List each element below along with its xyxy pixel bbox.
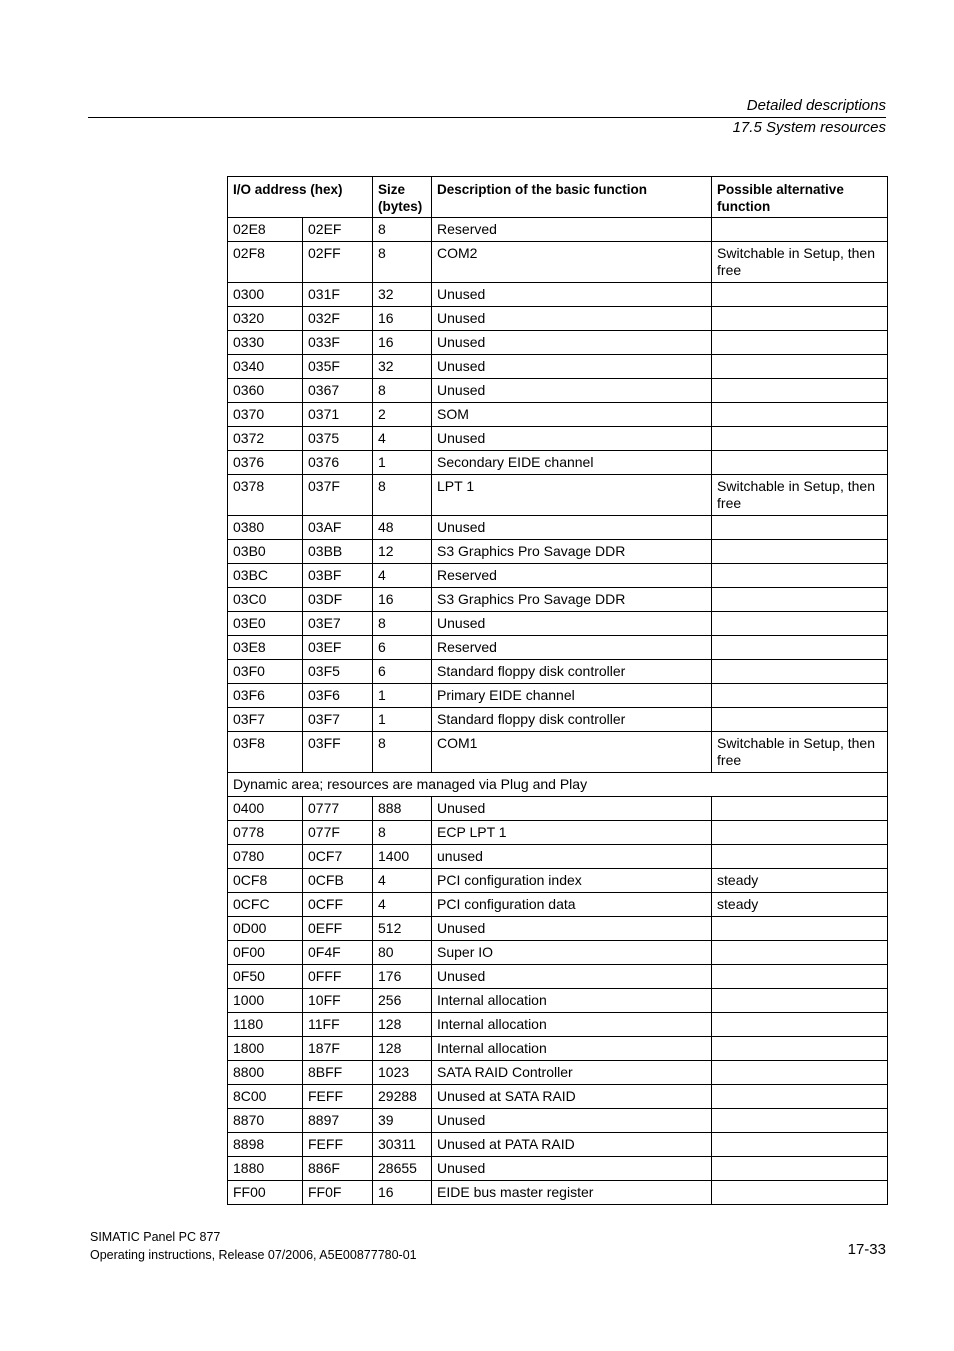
table-row — [228, 1085, 888, 1109]
cell-address-to: 0F4F — [303, 941, 373, 965]
cell-alternative — [712, 1013, 888, 1037]
cell-address-from: 0340 — [228, 355, 303, 379]
cell-description: COM2 — [432, 242, 712, 283]
cell-description: Super IO — [432, 941, 712, 965]
cell-alternative — [712, 1085, 888, 1109]
table-row — [228, 660, 888, 684]
cell-address-from: 8898 — [228, 1133, 303, 1157]
cell-alternative — [712, 588, 888, 612]
cell-address-from: 02F8 — [228, 242, 303, 283]
cell-address-to: 0371 — [303, 403, 373, 427]
cell-alternative — [712, 564, 888, 588]
cell-size: 256 — [373, 989, 432, 1013]
cell-size: 128 — [373, 1013, 432, 1037]
cell-address-to: 0376 — [303, 451, 373, 475]
table-row — [228, 917, 888, 941]
cell-alternative — [712, 797, 888, 821]
header-alternative: Possible alternative function — [712, 177, 888, 218]
cell-size: 48 — [373, 516, 432, 540]
cell-address-to: 037F — [303, 475, 373, 516]
table-row — [228, 1037, 888, 1061]
cell-description: Reserved — [432, 218, 712, 242]
cell-address-to: FF0F — [303, 1181, 373, 1205]
table-row — [228, 612, 888, 636]
table-row — [228, 588, 888, 612]
cell-alternative — [712, 283, 888, 307]
cell-alternative — [712, 1061, 888, 1085]
cell-alternative: steady — [712, 893, 888, 917]
table-row — [228, 451, 888, 475]
table-row — [228, 797, 888, 821]
cell-alternative — [712, 403, 888, 427]
cell-alternative — [712, 845, 888, 869]
table-row — [228, 989, 888, 1013]
cell-size: 176 — [373, 965, 432, 989]
cell-description: Unused — [432, 379, 712, 403]
cell-address-from: 03E8 — [228, 636, 303, 660]
cell-size: 1 — [373, 708, 432, 732]
cell-size: 6 — [373, 636, 432, 660]
table-row — [228, 379, 888, 403]
header-description: Description of the basic function — [432, 177, 712, 218]
cell-address-from: 03B0 — [228, 540, 303, 564]
cell-description: Unused — [432, 1109, 712, 1133]
cell-address-to: 187F — [303, 1037, 373, 1061]
cell-alternative — [712, 516, 888, 540]
cell-size: 8 — [373, 821, 432, 845]
cell-address-from: 0F50 — [228, 965, 303, 989]
cell-address-from: 03C0 — [228, 588, 303, 612]
cell-size: 1023 — [373, 1061, 432, 1085]
cell-size: 16 — [373, 1181, 432, 1205]
cell-description: Standard floppy disk controller — [432, 708, 712, 732]
cell-address-from: 0360 — [228, 379, 303, 403]
cell-address-from: 1800 — [228, 1037, 303, 1061]
cell-alternative: Switchable in Setup, then free — [712, 732, 888, 773]
table-row — [228, 1061, 888, 1085]
cell-description: Unused at SATA RAID — [432, 1085, 712, 1109]
cell-size: 8 — [373, 732, 432, 773]
cell-size: 8 — [373, 475, 432, 516]
cell-description: Reserved — [432, 636, 712, 660]
cell-address-to: 03DF — [303, 588, 373, 612]
cell-size: 8 — [373, 218, 432, 242]
cell-address-to: 10FF — [303, 989, 373, 1013]
cell-address-to: 03F7 — [303, 708, 373, 732]
cell-size: 32 — [373, 355, 432, 379]
header-size: Size (bytes) — [373, 177, 432, 218]
footer-product: SIMATIC Panel PC 877 — [90, 1230, 221, 1244]
cell-address-from: 0400 — [228, 797, 303, 821]
cell-address-from: 8800 — [228, 1061, 303, 1085]
dynamic-area-row — [228, 773, 888, 797]
cell-address-from: 03F7 — [228, 708, 303, 732]
cell-address-to: 0367 — [303, 379, 373, 403]
cell-alternative — [712, 218, 888, 242]
cell-address-from: 0F00 — [228, 941, 303, 965]
cell-address-from: 0370 — [228, 403, 303, 427]
table-row — [228, 1181, 888, 1205]
cell-description: Primary EIDE channel — [432, 684, 712, 708]
cell-description: S3 Graphics Pro Savage DDR — [432, 540, 712, 564]
cell-description: Unused — [432, 427, 712, 451]
table-row — [228, 845, 888, 869]
cell-size: 29288 — [373, 1085, 432, 1109]
cell-address-to: 11FF — [303, 1013, 373, 1037]
cell-description: Unused at PATA RAID — [432, 1133, 712, 1157]
cell-address-from: 1000 — [228, 989, 303, 1013]
cell-description: Reserved — [432, 564, 712, 588]
cell-size: 1 — [373, 684, 432, 708]
cell-address-from: 1880 — [228, 1157, 303, 1181]
cell-alternative — [712, 965, 888, 989]
cell-description: Unused — [432, 516, 712, 540]
cell-address-to: 032F — [303, 307, 373, 331]
cell-description: Unused — [432, 355, 712, 379]
cell-description: Internal allocation — [432, 1037, 712, 1061]
table-row — [228, 331, 888, 355]
table-row — [228, 307, 888, 331]
cell-size: 512 — [373, 917, 432, 941]
cell-alternative — [712, 636, 888, 660]
cell-address-to: 8897 — [303, 1109, 373, 1133]
cell-description: Unused — [432, 612, 712, 636]
cell-address-to: 02FF — [303, 242, 373, 283]
cell-alternative — [712, 1181, 888, 1205]
cell-size: 80 — [373, 941, 432, 965]
table-row — [228, 283, 888, 307]
table-row — [228, 475, 888, 516]
cell-alternative — [712, 917, 888, 941]
cell-description: Unused — [432, 965, 712, 989]
cell-description: Internal allocation — [432, 1013, 712, 1037]
cell-address-from: 0D00 — [228, 917, 303, 941]
cell-alternative — [712, 1133, 888, 1157]
cell-address-from: 0372 — [228, 427, 303, 451]
table-row — [228, 893, 888, 917]
cell-alternative — [712, 660, 888, 684]
table-row — [228, 732, 888, 773]
cell-address-from: 0378 — [228, 475, 303, 516]
cell-address-to: 03F6 — [303, 684, 373, 708]
page-footer — [90, 1228, 417, 1264]
cell-size: 39 — [373, 1109, 432, 1133]
cell-size: 4 — [373, 564, 432, 588]
cell-address-to: 033F — [303, 331, 373, 355]
cell-address-from: 8C00 — [228, 1085, 303, 1109]
cell-alternative: Switchable in Setup, then free — [712, 475, 888, 516]
cell-address-from: 03BC — [228, 564, 303, 588]
cell-alternative — [712, 451, 888, 475]
table-row — [228, 684, 888, 708]
cell-address-from: 03E0 — [228, 612, 303, 636]
cell-description: Standard floppy disk controller — [432, 660, 712, 684]
cell-address-to: 031F — [303, 283, 373, 307]
cell-address-to: 02EF — [303, 218, 373, 242]
cell-address-to: 0CFF — [303, 893, 373, 917]
cell-alternative — [712, 1109, 888, 1133]
cell-size: 16 — [373, 588, 432, 612]
table-row — [228, 242, 888, 283]
cell-address-from: 0376 — [228, 451, 303, 475]
cell-description: Unused — [432, 307, 712, 331]
table-row — [228, 1109, 888, 1133]
table-row — [228, 1013, 888, 1037]
cell-address-to: 03E7 — [303, 612, 373, 636]
cell-description: Unused — [432, 1157, 712, 1181]
chapter-title: Detailed descriptions — [746, 97, 886, 114]
cell-size: 2 — [373, 403, 432, 427]
table-row — [228, 403, 888, 427]
cell-size: 4 — [373, 869, 432, 893]
cell-description: unused — [432, 845, 712, 869]
cell-address-to: FEFF — [303, 1133, 373, 1157]
cell-address-to: 0EFF — [303, 917, 373, 941]
cell-address-from: 0300 — [228, 283, 303, 307]
cell-alternative — [712, 989, 888, 1013]
cell-alternative — [712, 821, 888, 845]
table-body-static — [228, 218, 888, 773]
cell-address-from: 0330 — [228, 331, 303, 355]
footer-doc-info: Operating instructions, Release 07/2006, A5E00877780-01 — [90, 1248, 417, 1262]
cell-address-to: 03AF — [303, 516, 373, 540]
io-address-table — [227, 176, 888, 1205]
cell-address-to: 035F — [303, 355, 373, 379]
cell-size: 16 — [373, 307, 432, 331]
cell-size: 32 — [373, 283, 432, 307]
section-title: 17.5 System resources — [732, 119, 886, 136]
page-number: 17-33 — [847, 1241, 886, 1258]
cell-alternative — [712, 941, 888, 965]
cell-description: SATA RAID Controller — [432, 1061, 712, 1085]
cell-address-to: 8BFF — [303, 1061, 373, 1085]
cell-address-from: 02E8 — [228, 218, 303, 242]
cell-address-to: 0777 — [303, 797, 373, 821]
cell-size: 16 — [373, 331, 432, 355]
cell-alternative — [712, 540, 888, 564]
cell-description: COM1 — [432, 732, 712, 773]
cell-address-from: 03F6 — [228, 684, 303, 708]
cell-alternative — [712, 355, 888, 379]
cell-address-to: FEFF — [303, 1085, 373, 1109]
cell-address-from: 0780 — [228, 845, 303, 869]
cell-address-to: 077F — [303, 821, 373, 845]
dynamic-area-note: Dynamic area; resources are managed via Plug and Play — [228, 773, 888, 797]
cell-size: 30311 — [373, 1133, 432, 1157]
cell-alternative — [712, 1037, 888, 1061]
cell-address-from: 1180 — [228, 1013, 303, 1037]
table-row — [228, 1157, 888, 1181]
cell-description: EIDE bus master register — [432, 1181, 712, 1205]
table-row — [228, 821, 888, 845]
table-row — [228, 941, 888, 965]
cell-description: ECP LPT 1 — [432, 821, 712, 845]
cell-address-to: 03BF — [303, 564, 373, 588]
cell-size: 4 — [373, 427, 432, 451]
cell-address-to: 03BB — [303, 540, 373, 564]
cell-address-from: 03F8 — [228, 732, 303, 773]
cell-address-from: FF00 — [228, 1181, 303, 1205]
cell-size: 8 — [373, 379, 432, 403]
cell-address-to: 03EF — [303, 636, 373, 660]
cell-address-to: 886F — [303, 1157, 373, 1181]
cell-alternative — [712, 379, 888, 403]
cell-description: S3 Graphics Pro Savage DDR — [432, 588, 712, 612]
cell-address-from: 0778 — [228, 821, 303, 845]
cell-size: 8 — [373, 612, 432, 636]
cell-size: 6 — [373, 660, 432, 684]
table-row — [228, 869, 888, 893]
table-row — [228, 218, 888, 242]
cell-alternative — [712, 612, 888, 636]
cell-alternative — [712, 1157, 888, 1181]
table-header-row — [228, 177, 888, 218]
cell-size: 1 — [373, 451, 432, 475]
cell-address-from: 0CF8 — [228, 869, 303, 893]
table-row — [228, 1133, 888, 1157]
cell-size: 128 — [373, 1037, 432, 1061]
cell-alternative — [712, 427, 888, 451]
table-body-dynamic-note — [228, 773, 888, 797]
table-row — [228, 636, 888, 660]
table-row — [228, 708, 888, 732]
cell-description: PCI configuration index — [432, 869, 712, 893]
cell-address-to: 03F5 — [303, 660, 373, 684]
cell-description: Unused — [432, 283, 712, 307]
cell-size: 888 — [373, 797, 432, 821]
cell-address-to: 0FFF — [303, 965, 373, 989]
cell-address-to: 0CFB — [303, 869, 373, 893]
cell-alternative — [712, 331, 888, 355]
cell-address-from: 0CFC — [228, 893, 303, 917]
cell-size: 12 — [373, 540, 432, 564]
table-row — [228, 355, 888, 379]
header-rule — [88, 117, 886, 118]
cell-alternative: Switchable in Setup, then free — [712, 242, 888, 283]
header-io-address: I/O address (hex) — [228, 177, 373, 218]
table-body-dynamic — [228, 797, 888, 1205]
table-row — [228, 540, 888, 564]
cell-address-from: 0380 — [228, 516, 303, 540]
cell-description: SOM — [432, 403, 712, 427]
cell-alternative — [712, 708, 888, 732]
table-row — [228, 564, 888, 588]
cell-address-to: 0CF7 — [303, 845, 373, 869]
cell-size: 4 — [373, 893, 432, 917]
table-row — [228, 965, 888, 989]
cell-address-from: 03F0 — [228, 660, 303, 684]
cell-alternative: steady — [712, 869, 888, 893]
table-row — [228, 516, 888, 540]
cell-address-to: 0375 — [303, 427, 373, 451]
cell-address-from: 8870 — [228, 1109, 303, 1133]
cell-description: LPT 1 — [432, 475, 712, 516]
cell-description: Internal allocation — [432, 989, 712, 1013]
cell-description: Unused — [432, 797, 712, 821]
cell-description: Unused — [432, 331, 712, 355]
cell-size: 1400 — [373, 845, 432, 869]
cell-size: 28655 — [373, 1157, 432, 1181]
cell-description: Unused — [432, 917, 712, 941]
cell-description: PCI configuration data — [432, 893, 712, 917]
cell-address-from: 0320 — [228, 307, 303, 331]
cell-address-to: 03FF — [303, 732, 373, 773]
cell-size: 8 — [373, 242, 432, 283]
cell-alternative — [712, 684, 888, 708]
cell-description: Secondary EIDE channel — [432, 451, 712, 475]
cell-alternative — [712, 307, 888, 331]
table-row — [228, 427, 888, 451]
